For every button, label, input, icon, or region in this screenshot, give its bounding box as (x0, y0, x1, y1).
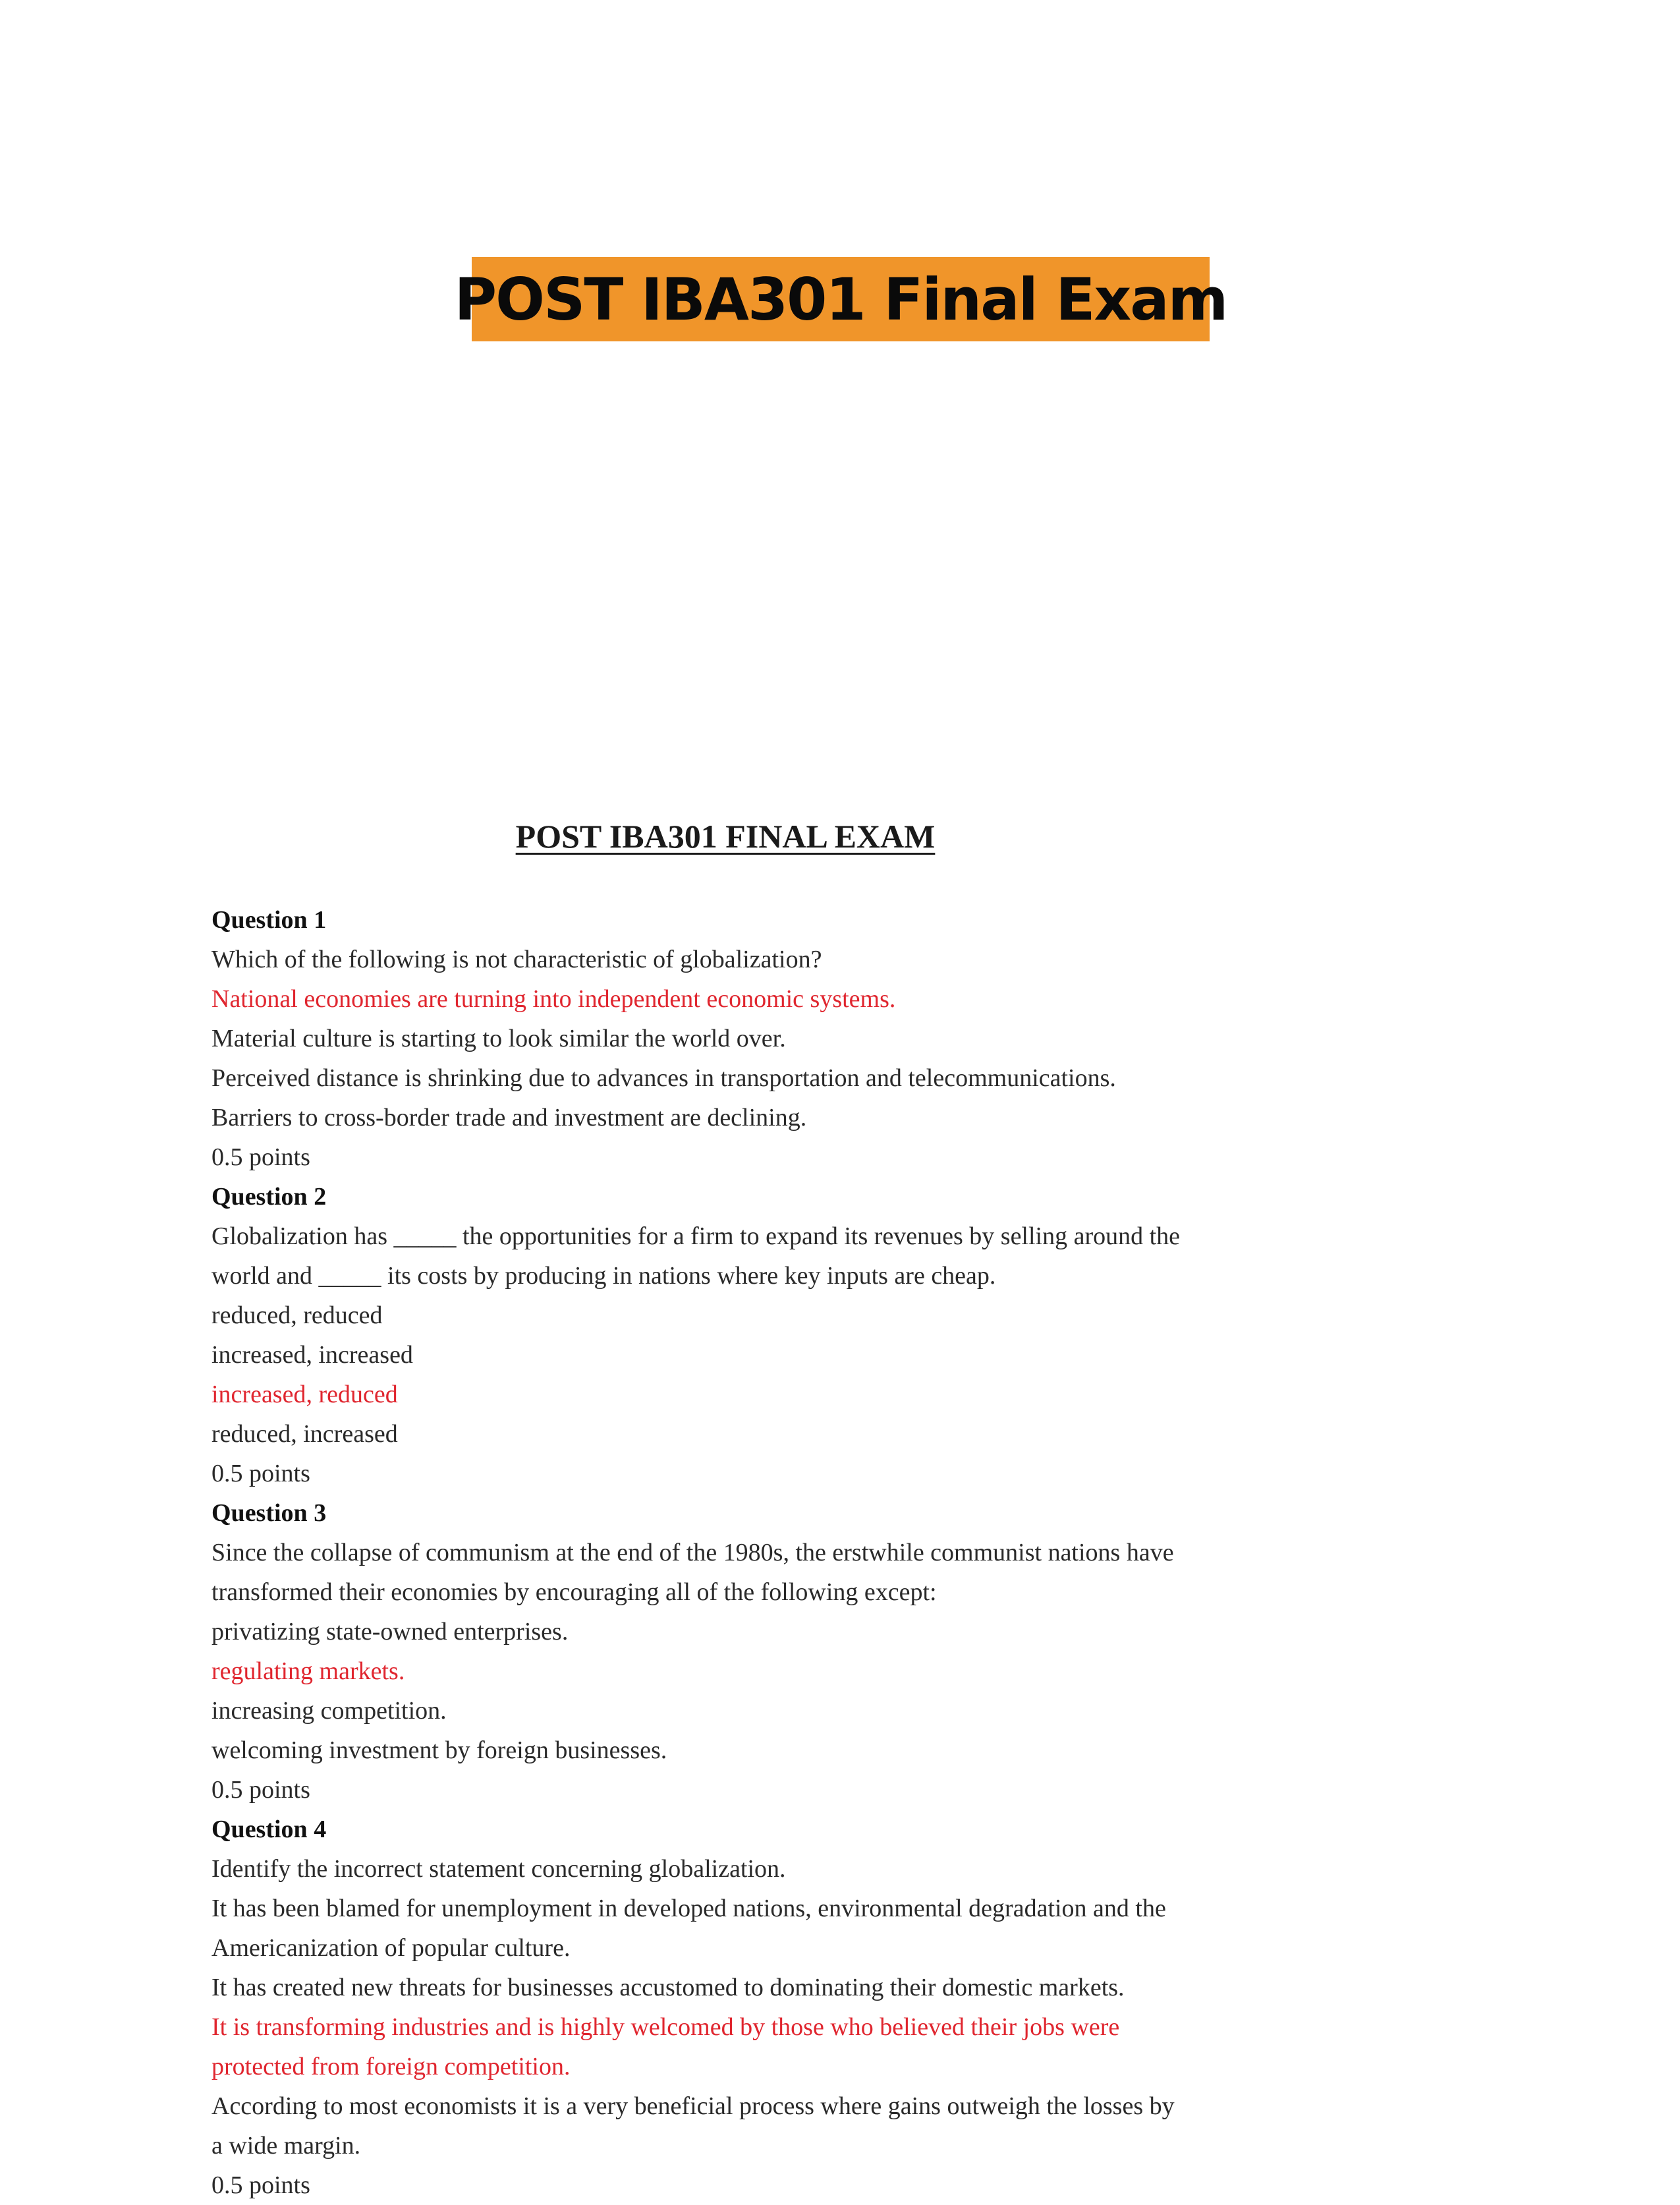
question-points: 0.5 points (211, 1143, 310, 1171)
answer-option: privatizing state-owned enterprises. (211, 1618, 569, 1646)
question-points: 0.5 points (211, 1460, 310, 1487)
question-prompt: Identify the incorrect statement concerning globalization. (211, 1855, 786, 1883)
question-heading: Question 3 (211, 1499, 327, 1527)
question-block (211, 1810, 1318, 2205)
answer-option-correct: regulating markets. (211, 1657, 405, 1685)
question-points: 0.5 points (211, 2171, 310, 2199)
answer-option: Americanization of popular culture. (211, 1934, 571, 1962)
answer-option-correct: increased, reduced (211, 1381, 398, 1408)
answer-option: Material culture is starting to look similar the world over. (211, 1025, 786, 1052)
question-list (211, 900, 1318, 2205)
document-title: POST IBA301 FINAL EXAM (515, 818, 936, 855)
answer-option: Perceived distance is shrinking due to advances in transportation and telecommunications. (211, 1064, 1116, 1092)
question-prompt: Globalization has _____ the opportunities for a firm to expand its revenues by selling around the (211, 1222, 1181, 1250)
answer-option: increasing competition. (211, 1697, 447, 1725)
answer-option: increased, increased (211, 1341, 413, 1369)
question-points: 0.5 points (211, 1776, 310, 1804)
answer-option: According to most economists it is a very beneficial process where gains outweigh the losses by (211, 2092, 1175, 2120)
answer-option: welcoming investment by foreign businesses. (211, 1736, 667, 1764)
answer-option: It has been blamed for unemployment in developed nations, environmental degradation and the (211, 1895, 1166, 1922)
question-prompt: world and _____ its costs by producing in nations where key inputs are cheap. (211, 1262, 996, 1290)
answer-option: reduced, reduced (211, 1302, 383, 1329)
answer-option-correct: National economies are turning into independent economic systems. (211, 985, 896, 1013)
answer-option: It has created new threats for businesses accustomed to dominating their domestic markets. (211, 1974, 1125, 2001)
answer-option: reduced, increased (211, 1420, 398, 1448)
question-prompt: transformed their economies by encouraging all of the following except: (211, 1578, 937, 1606)
question-heading: Question 1 (211, 906, 327, 934)
question-heading: Question 2 (211, 1183, 327, 1211)
question-prompt: Which of the following is not characteristic of globalization? (211, 946, 822, 973)
question-heading: Question 4 (211, 1816, 327, 1843)
question-block (211, 1177, 1318, 1493)
question-block (211, 1493, 1318, 1810)
answer-option-correct: protected from foreign competition. (211, 2053, 571, 2080)
question-prompt: Since the collapse of communism at the end of the 1980s, the erstwhile communist nations have (211, 1539, 1174, 1566)
answer-option: Barriers to cross-border trade and investment are declining. (211, 1104, 807, 1131)
banner-title: POST IBA301 Final Exam (454, 265, 1227, 333)
document-banner (454, 257, 1227, 341)
answer-option: a wide margin. (211, 2132, 361, 2160)
answer-option-correct: It is transforming industries and is highly welcomed by those who believed their jobs were (211, 2013, 1120, 2041)
question-block (211, 900, 1318, 1177)
